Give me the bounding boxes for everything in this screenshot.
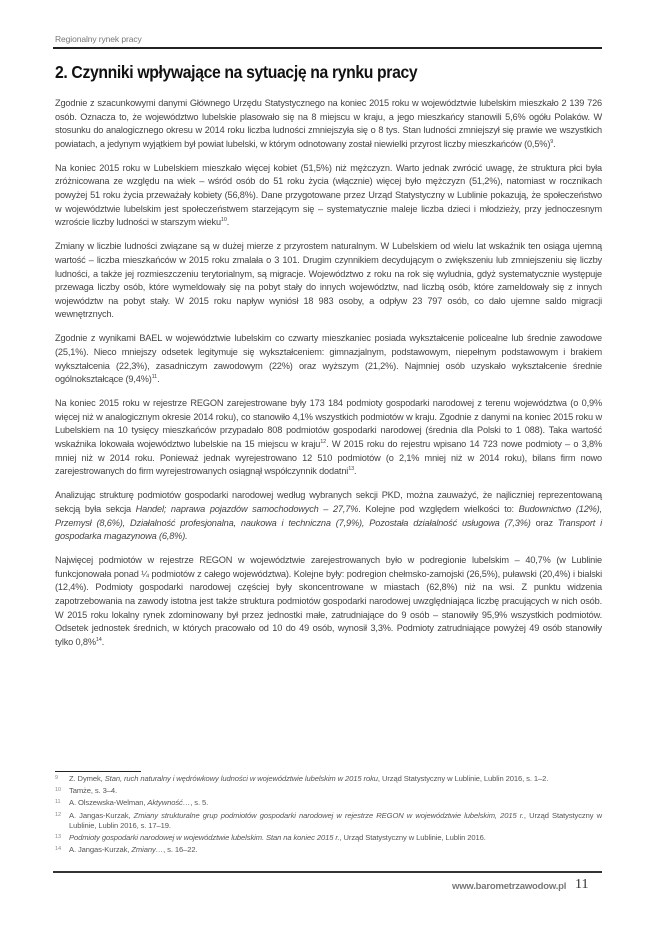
text-run: Tamże, s. 3–4. (69, 786, 117, 796)
footnote-separator (55, 771, 141, 772)
paragraph (55, 554, 602, 649)
footnotes (55, 774, 602, 857)
text-run: . W 2015 roku do rejestru wpisano 14 723 nowe podmioty – o 3,8% mniej niż w 2014 roku. Ponieważ jednak wyrejestrowano 12 510 podmiotów (o 2,1% mniej niż w 2014 roku), bilans firm nowo zarejestrowanych do firm wyrejestrowanych osiągnął współczynnik dodatni (55, 439, 602, 477)
text-run: , Urząd Statystyczny w Lublinie, Lublin 2016, s. 1–2. (377, 774, 549, 783)
paragraph (55, 397, 602, 479)
italic-text: Handel; naprawa pojazdów samochodowych – 27,7% (135, 503, 359, 514)
footnote (55, 786, 602, 796)
footnote-reference[interactable]: 9 (550, 138, 554, 145)
text-run: . Kolejne pod względem wielkości to: (358, 503, 519, 514)
text-run: . (354, 466, 357, 477)
text-run: Zgodnie z wynikami BAEL w województwie lubelskim co czwarty mieszkaniec posiada wykształcenie policealne lub średnie zawodowe (25,1%). Nieco mniejszy odsetek legitymuje się wykształceniem: gimnazjalnym, podstawowym, niepełnym podstawowym i brakiem wykształcenia (22,3%), zasadniczym zawodowym (22%) oraz wyższym (21,2%). Najmniej osób uzyskało wykształcenie średnie ogólnokształcące (9,4%) (55, 333, 602, 385)
text-run: . (226, 217, 230, 228)
footnote (55, 845, 602, 855)
page-number: 11 (575, 877, 589, 892)
italic-text: Stan, ruch naturalny i wędrówkowy ludności w województwie lubelskim w 2015 roku (104, 774, 378, 783)
footnote (55, 833, 602, 843)
section-title: 2. Czynniki wpływające na sytuację na rynku pracy (55, 62, 418, 82)
text-run: Z. Dymek, (69, 774, 105, 783)
text-run: Zgodnie z szacunkowymi danymi Głównego Urzędu Statystycznego na koniec 2015 roku w województwie lubelskim mieszkało 2 139 726 osób. Oznacza to, że województwo lubelskie plasowało się na 8 miejscu w kraju, a jego mieszkańcy stanowili 5,6% ogółu Polaków. W stosunku do analogicznego okresu w 2014 roku liczba ludności zmniejszyła się o 8 tys. Stan ludności zmniejszył się prawie we wszystkich powiatach, a jedynym wyjątkiem był powiat lubelski, w którym odnotowany został niewielki przyrost liczby mieszkańców (0,5%) (55, 98, 602, 149)
text-run: , Urząd Statystyczny w Lublinie, Lublin 2016, s. 17–19. (69, 810, 602, 830)
italic-text: Budownictwo (12%), Przemysł (8,6%), Działalność profesjonalna, naukowa i techniczna (7,9%), Pozostała działalność usługowa (7,3%) (55, 503, 602, 528)
text-run: , Urząd Statystyczny w Lublinie, Lublin 2016. (339, 832, 486, 842)
text-run: . (553, 138, 556, 149)
paragraph (55, 332, 602, 386)
paragraph (55, 162, 602, 230)
paragraph (55, 489, 602, 543)
text-run: . (101, 636, 105, 647)
italic-text: Zmiany strukturalne grup podmiotów gospodarki narodowej w rejestrze REGON w województwie lubelskim, 2015 r. (133, 810, 524, 820)
text-run: oraz (530, 517, 558, 528)
footer-website-link[interactable]: www.barometrzawodow.pl (452, 881, 567, 892)
italic-text: Transport i gospodarka magazynowa (6,8%). (55, 517, 602, 542)
text-run: , s. 16–22. (163, 844, 198, 854)
text-run: Zmiany w liczbie ludności związane są w dużej mierze z przyrostem naturalnym. W Lubelskiem od wielu lat wskaźnik ten osiąga ujemną wartość – liczba mieszkańców w 2015 roku zmalała o 3 101. Drugim czynnikiem decydującym o zwiększeniu lub zmniejszeniu się liczby ludności, a także jej rozmieszczeniu terytorialnym, są migracje. Województwo z roku na rok się wyludnia, gdyż systematycznie występuje przewaga liczby osób, które wymeldowały się na pobyt stały do innych województw, nad liczbą osób, które zameldowały się z innych województw na pobyt stały. W 2015 roku napływ wyniósł 18 983 osoby, a odpływ 23 797 osób, co dało ujemne saldo migracji wewnętrznych. (55, 241, 602, 320)
text-run: Analizując strukturę podmiotów gospodarki narodowej według wybranych sekcji PKD, można zauważyć, że najliczniej reprezentowaną sekcją była sekcja (55, 490, 602, 514)
text-run: , s. 5. (190, 798, 209, 808)
text-run: A. Olszewska-Welman, (69, 798, 148, 808)
footnote-number: 13 (55, 833, 61, 840)
italic-text: Podmioty gospodarki narodowej w województwie lubelskim. Stan na koniec 2015 r. (69, 832, 340, 842)
text-run: Na koniec 2015 roku w Lubelskiem mieszkało więcej kobiet (51,5%) niż mężczyzn. Warto jednak zwrócić uwagę, że struktura płci była zróżnicowana ze względu na wiek – wśród osób do 51 roku życia (włącznie) więcej było mężczyzn (51,2%), natomiast w rocznikach powyżej 51 roku życia przeważały kobiety (56,8%). Dane przygotowane przez Urząd Statystyczny w Lublinie pokazują, że społeczeństwo w województwie lubelskim jest społeczeństwem starzejącym się – systematycznie maleje liczba dzieci i młodzieży, przy jednoczesnym wzroście liczby ludności w starszym wieku (55, 162, 602, 228)
footnote-number: 9 (55, 775, 58, 781)
footnote-reference[interactable]: 10 (220, 217, 227, 224)
body-text (55, 97, 602, 660)
text-run: Najwięcej podmiotów w rejestrze REGON w województwie zarejestrowanych było w podregionie lubelskim – 40,7% (w Lublinie funkcjonowała ponad ¼ podmiotów z całego województwa). Kolejne były: podregion chełmsko-zamojski (26,5%), puławski (20,4%) i bialski (12,4%). Podmioty gospodarki narodowej częściej były skoncentrowane w miastach (62,8%) niż na wsi. Z punktu widzenia zapotrzebowania na zawody istotna jest także struktura podmiotów gospodarki narodowej uwzględniająca liczbę pracujących w nich osób. W 2015 roku lokalny rynek zdominowany był przez jednostki małe, zatrudniające do 9 osób – stanowiły 95,9% wszystkich podmiotów. Odsetek jednostek średnich, w których pracowało od 10 do 49 osób, wynosił 3,3%. Podmioty zatrudniające powyżej 49 osób stanowiły tylko 0,8% (55, 555, 602, 647)
footnote (55, 774, 602, 784)
running-header: Regionalny rynek pracy (55, 34, 142, 44)
footnote-number: 11 (55, 799, 61, 806)
footnote-reference[interactable]: 11 (151, 374, 158, 381)
italic-text: Aktywność… (147, 798, 191, 808)
footnote (55, 811, 602, 831)
text-run: A. Jangas-Kurzak, (69, 810, 134, 820)
text-run: . (157, 374, 160, 385)
footnote-number: 12 (55, 811, 61, 818)
paragraph (55, 97, 602, 151)
footnote-number: 14 (55, 845, 61, 852)
text-run: Na koniec 2015 roku w rejestrze REGON zarejestrowane były 173 184 podmioty gospodarki narodowej z terenu województwa (o 0,9% więcej niż w analogicznym okresie 2014 roku), co stanowiło 4,1% wszystkich podmiotów w kraju. Zgodnie z danymi na koniec 2015 roku w Lubelskiem na 10 tysięcy mieszkańców przypadało 808 podmiotów gospodarki narodowej (średnia dla Polski to 1 088). Taka wartość wskaźnika lokowała województwo lubelskie na 15 miejscu w kraju (55, 398, 602, 450)
paragraph (55, 240, 602, 322)
text-run: A. Jangas-Kurzak, (69, 844, 132, 854)
footnote-reference[interactable]: 14 (95, 636, 102, 643)
footnote-reference[interactable]: 12 (320, 439, 327, 446)
footnote (55, 798, 602, 808)
italic-text: Zmiany… (131, 844, 164, 854)
footnote-number: 10 (55, 787, 61, 794)
footnote-reference[interactable]: 13 (348, 466, 355, 473)
header-rule (53, 47, 602, 49)
footer-rule (53, 871, 602, 873)
